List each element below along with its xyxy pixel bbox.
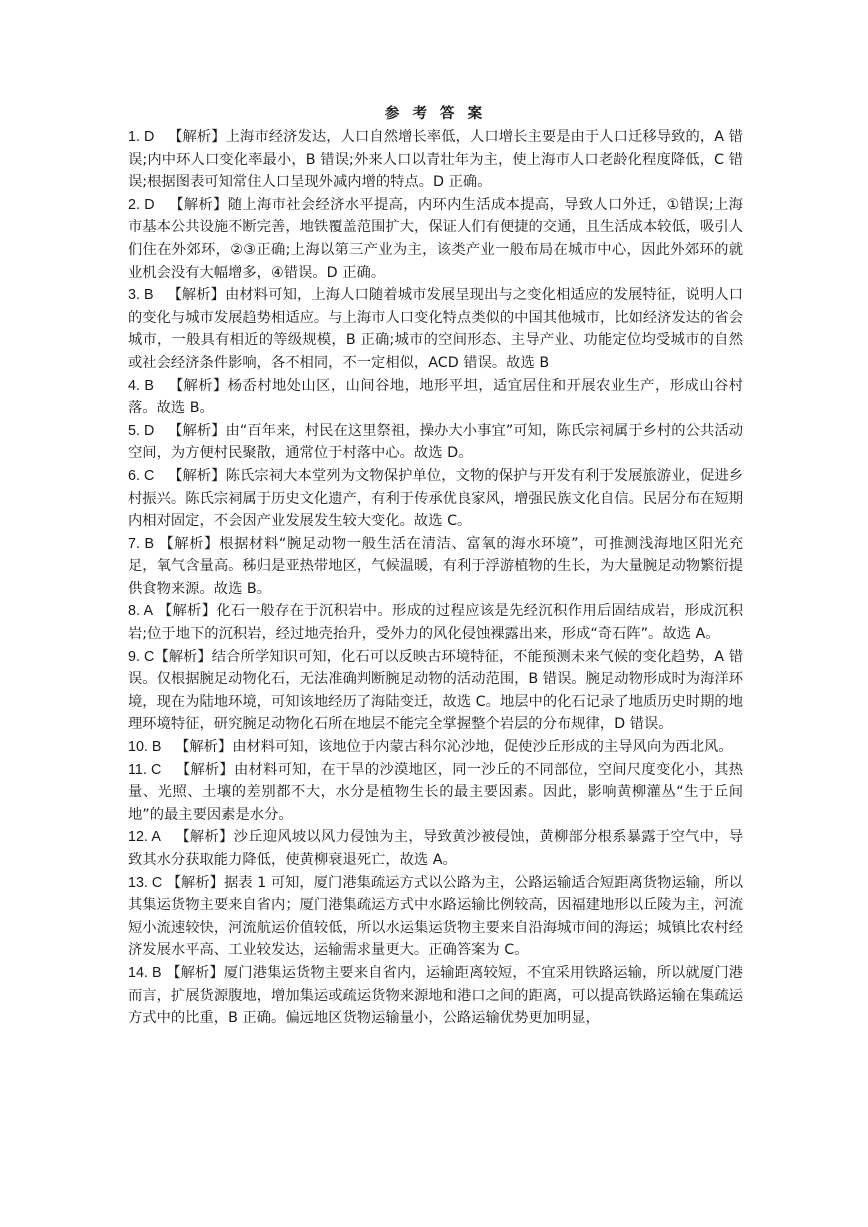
answer-text: 【解析】据表 1 可知，厦门港集疏运方式以公路为主，公路运输适合短距离货物运输，所以其集运货物主要来自省内；厦门港集疏运方式中水路运输比例较高，因福建地形以丘陵为主，河流短小流速较快，河流航运价值较低，所以水运集运货物主要来自沿海城市间的海运；城镇比农村经济发展水平高、工业较发达，运输需求量更大。正确答案为 C。 bbox=[128, 874, 744, 959]
answer-item bbox=[128, 194, 743, 284]
answer-text: 【解析】化石一般存在于沉积岩中。形成的过程应该是先经沉积作用后固结成岩，形成沉积岩;位于地下的沉积岩，经过地壳抬升，受外力的风化侵蚀裸露出来，形成“奇石阵”。故选 A。 bbox=[128, 603, 743, 643]
answer-item bbox=[128, 126, 743, 194]
answer-text: 【解析】随上海市社会经济水平提高，内环内生活成本提高，导致人口外迁，①错误;上海市基本公共设施不断完善，地铁覆盖范围扩大，保证人们有便捷的交通，且生活成本较低，吸引人们住在外郊环，②③正确;上海以第三产业为主，该类产业一般布局在城市中心，因此外郊环的就业机会没有大幅增多，④错误。D 正确。 bbox=[128, 196, 743, 281]
question-number: 8. A bbox=[128, 603, 153, 620]
answer-item bbox=[128, 759, 743, 827]
answer-text: 【解析】由材料可知，该地位于内蒙古科尔沁沙地，促使沙丘形成的主导风向为西北风。 bbox=[175, 739, 733, 756]
answer-item bbox=[128, 375, 743, 420]
answer-item bbox=[128, 736, 743, 759]
question-number: 10. B bbox=[128, 739, 162, 756]
answer-text: 【解析】由材料可知，在干旱的沙漠地区，同一沙丘的不同部位，空间尺度变化小，其热量、光照、土壤的差别都不大，水分是植物生长的最主要因素。因此，影响黄柳灌丛“生于丘间地”的最主要因素是水分。 bbox=[128, 761, 743, 823]
answer-text: 【解析】上海市经济发达，人口自然增长率低，人口增长主要是由于人口迁移导致的，A 错误;内中环人口变化率最小，B 错误;外来人口以青壮年为主，使上海市人口老龄化程度降低，C 错误;根据图表可知常住人口呈现外减内增的特点。D 正确。 bbox=[128, 129, 743, 191]
question-number: 6. C bbox=[128, 467, 155, 484]
question-number: 3. B bbox=[128, 287, 154, 304]
answer-text: 【解析】杨岙村地处山区，山间谷地，地形平坦，适宜居住和开展农业生产，形成山谷村落。故选 B。 bbox=[128, 377, 743, 417]
answer-text: 【解析】结合所学知识可知，化石可以反映古环境特征，不能预测未来气候的变化趋势，A 错误。仅根据腕足动物化石，无法准确判断腕足动物的活动范围，B 错误。腕足动物形成时为海洋环境，现在为陆地环境，可知该地经历了海陆变迁，故选 C。地层中的化石记录了地质历史时期的地理环境特征，研究腕足动物化石所在地层不能完全掌握整个岩层的分布规律，D 错误。 bbox=[128, 648, 743, 733]
answer-text: 【解析】沙丘迎风坡以风力侵蚀为主，导致黄沙被侵蚀，黄柳部分根系暴露于空气中，导致其水分获取能力降低，使黄柳衰退死亡，故选 A。 bbox=[128, 829, 744, 868]
answer-text: 【解析】厦门港集运货物主要来自省内，运输距离较短，不宜采用铁路运输，所以就厦门港而言，扩展货源腹地，增加集运或疏运货物来源地和港口之间的距离，可以提高铁路运输在集疏运方式中的比重，B 正确。偏远地区货物运输量小，公路运输优势更加明显， bbox=[128, 964, 743, 1027]
answer-item bbox=[128, 872, 743, 962]
answer-item bbox=[128, 420, 743, 465]
answer-text: 【解析】根据材料“腕足动物一般生活在清洁、富氧的海水环境”，可推测浅海地区阳光充足，氧气含量高。秭归是亚热带地区，气候温暖，有利于浮游植物的生长，为大量腕足动物繁衍提供食物来源。故选 B。 bbox=[128, 535, 743, 597]
answer-item bbox=[128, 962, 743, 1030]
answer-text: 【解析】陈氏宗祠大本堂列为文物保护单位，文物的保护与开发有利于发展旅游业，促进乡村振兴。陈氏宗祠属于历史文化遗产，有利于传承优良家风，增强民族文化自信。民居分布在短期内相对固定，不会因产业发展发生较大变化。故选 C。 bbox=[128, 467, 743, 530]
answer-item bbox=[128, 826, 743, 871]
answer-item bbox=[128, 465, 743, 533]
question-number: 11. C bbox=[128, 761, 162, 778]
answer-item bbox=[128, 284, 743, 374]
question-number: 7. B bbox=[128, 535, 155, 552]
answer-item bbox=[128, 533, 743, 601]
question-number: 5. D bbox=[128, 422, 155, 439]
question-number: 14. B bbox=[128, 964, 162, 981]
answer-text: 【解析】由材料可知，上海人口随着城市发展呈现出与之变化相适应的发展特征，说明人口的变化与城市发展趋势相适应。与上海市人口变化特点类似的中国其他城市，比如经济发达的省会城市，一般具有相近的等级规模，B 正确;城市的空间形态、主导产业、功能定位均受城市的自然或社会经济条件影响，各不相同，不一定相似，ACD 错误。故选 B bbox=[128, 287, 743, 371]
question-number: 13. C bbox=[128, 874, 163, 891]
answer-item bbox=[128, 600, 743, 645]
question-number: 1. D bbox=[128, 129, 155, 145]
question-number: 12. A bbox=[128, 829, 161, 846]
question-number: 4. B bbox=[128, 377, 154, 394]
answer-text: 【解析】由“百年来，村民在这里祭祖，操办大小事宜”可知，陈氏宗祠属于乡村的公共活动空间，为方便村民聚散，通常位于村落中心。故选 D。 bbox=[128, 422, 743, 462]
answer-list bbox=[128, 126, 743, 1030]
page-title: 参 考 答 案 bbox=[384, 105, 487, 122]
answer-item bbox=[128, 646, 743, 736]
question-number: 2. D bbox=[128, 196, 155, 213]
question-number: 9. C bbox=[128, 648, 155, 665]
